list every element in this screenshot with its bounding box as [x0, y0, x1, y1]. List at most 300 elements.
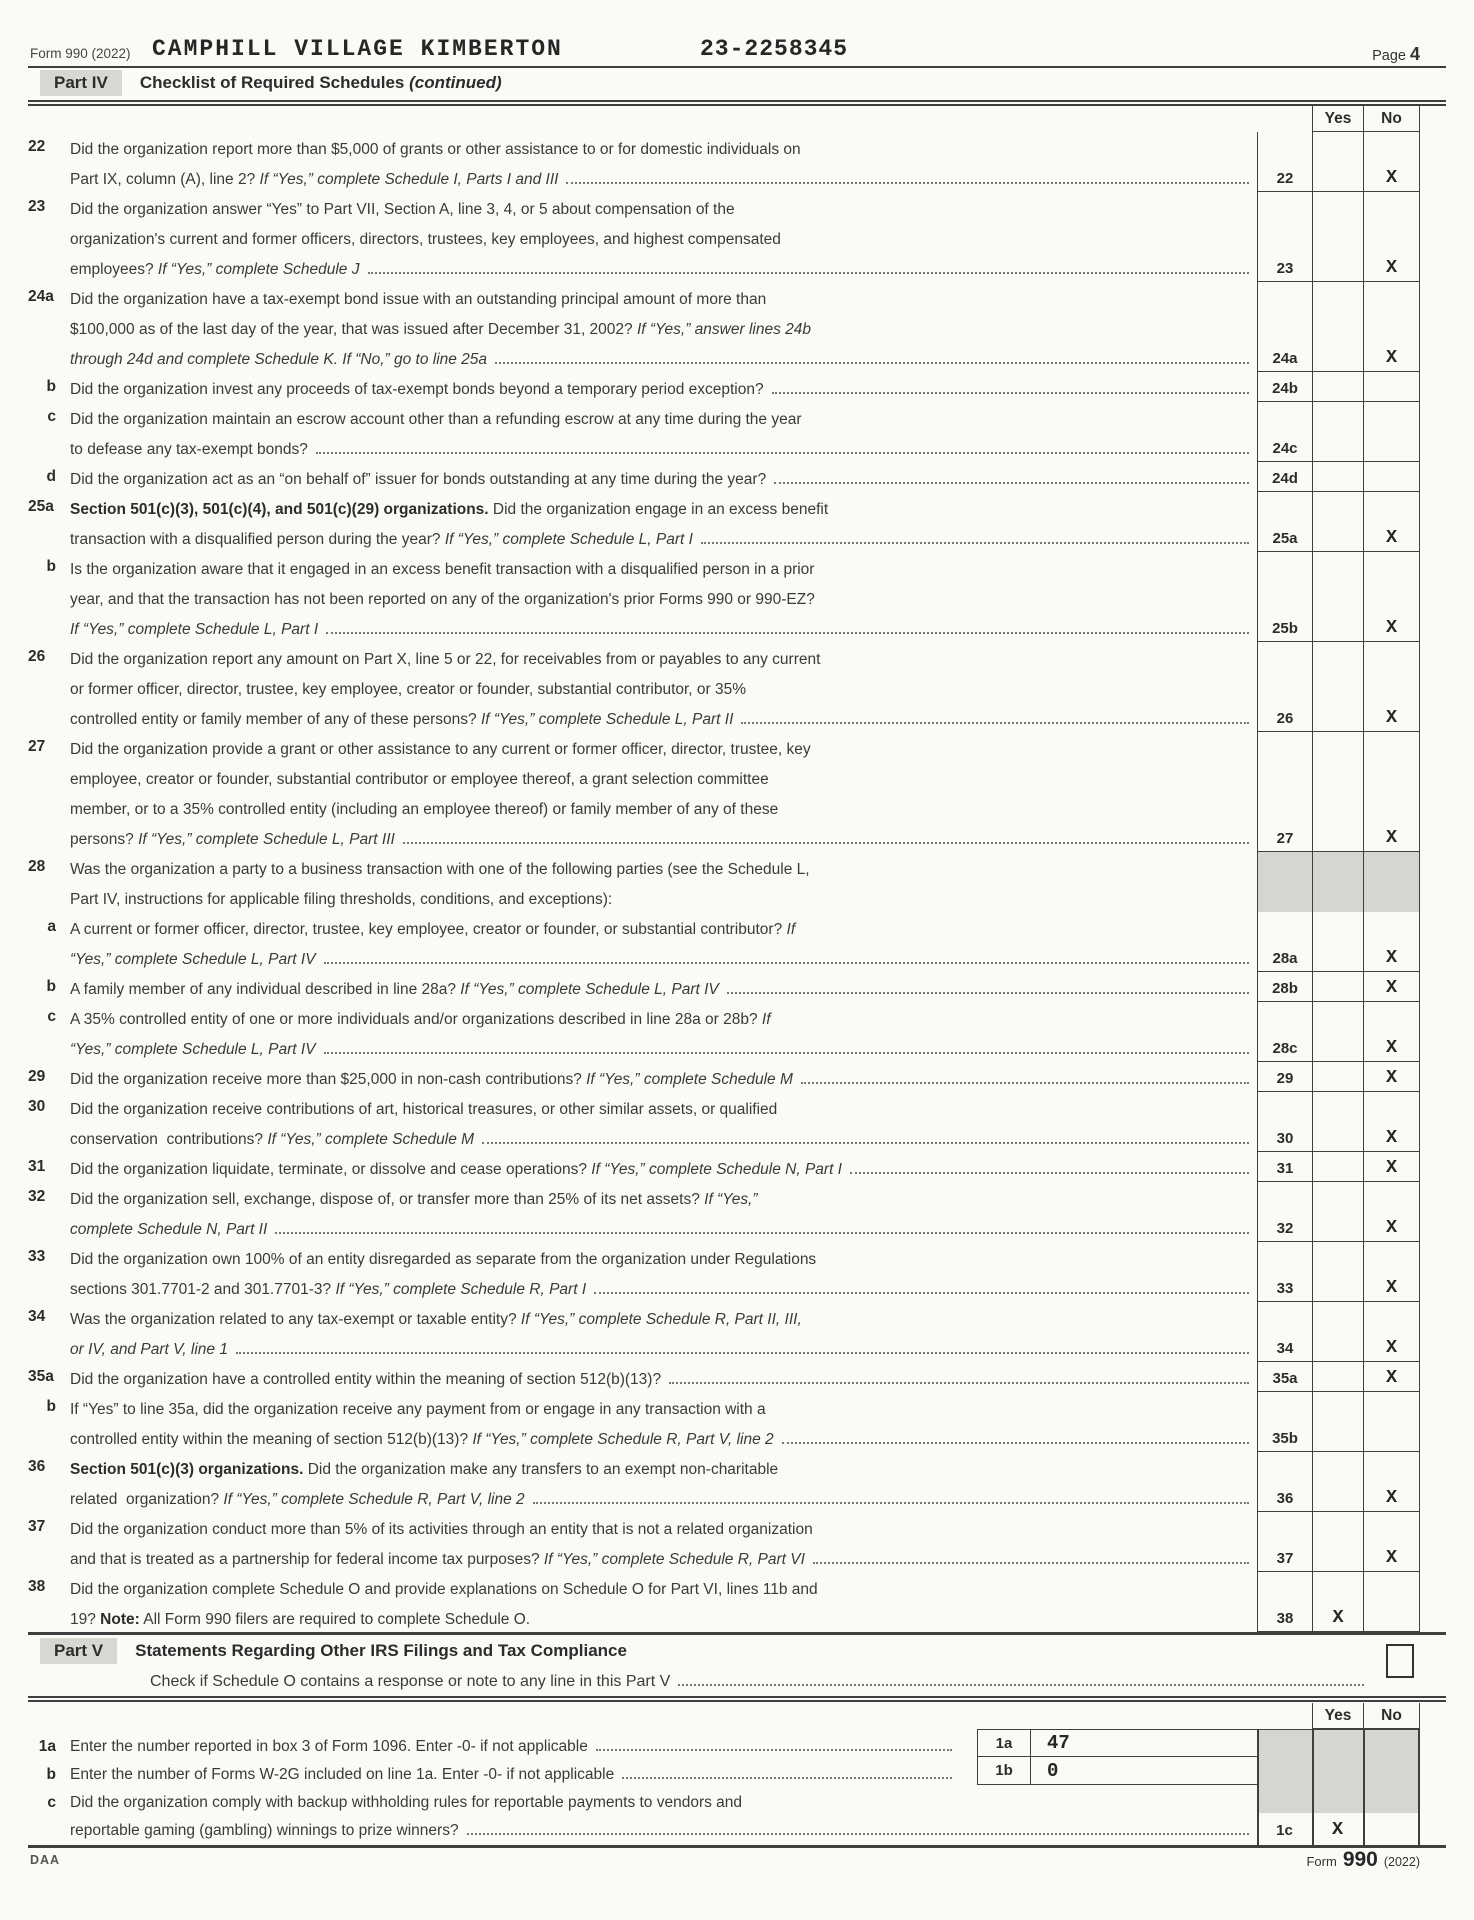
answer-cell-yes [1312, 372, 1363, 402]
question-text-line [70, 942, 1257, 972]
x-mark: X [1385, 707, 1398, 728]
question-number: 26 [28, 648, 46, 665]
part-iv-yes-no-header [1312, 106, 1420, 132]
answer-block [1257, 1092, 1420, 1152]
text-segment: Did the organization receive more than $25,000 in non-cash contributions? [70, 1071, 587, 1088]
page-number-value: 4 [1409, 44, 1420, 64]
text-segment: A family member of any individual described in line 28a? [70, 981, 461, 998]
answer-block [1257, 462, 1420, 492]
part-v-double-rule [28, 1696, 1446, 1702]
answer-line-label: 25a [1272, 530, 1298, 547]
question-text [70, 402, 1257, 462]
text-segment: member, or to a 35% controlled entity (including an employee thereof) or family member of any of these [70, 801, 779, 818]
question-text [70, 852, 1257, 912]
question-row-32 [28, 1182, 1420, 1242]
question-text [70, 1152, 1257, 1182]
text-segment: Did the organization make any transfers to an exempt non-charitable [307, 1461, 779, 1478]
text-segment: If “Yes,” complete Schedule R, Part II, III, [520, 1311, 802, 1328]
answer-cell-no [1363, 462, 1420, 492]
line-1b [28, 1759, 960, 1787]
answer-block [1257, 1152, 1420, 1182]
answer-block [1257, 402, 1420, 462]
leader-dots [622, 1777, 952, 1779]
text-segment: Part IV, instructions for applicable filing thresholds, conditions, and exceptions): [70, 891, 613, 908]
answer-cell-no [1363, 282, 1420, 372]
question-row-28c [28, 1002, 1420, 1062]
answer-cell-num [1257, 552, 1312, 642]
line-1c-text-2: reportable gaming (gambling) winnings to prize winners? [70, 1822, 459, 1839]
question-number: d [46, 468, 56, 485]
answer-block [1257, 732, 1420, 852]
line-1a [28, 1731, 960, 1759]
yes-column-header: Yes [1312, 1703, 1363, 1729]
question-number: 22 [28, 138, 46, 155]
question-number: 37 [28, 1518, 46, 1535]
answer-line-label: 30 [1276, 1130, 1294, 1147]
answer-cell-num [1257, 642, 1312, 732]
answer-cell-no [1363, 1092, 1420, 1152]
answer-block [1257, 282, 1420, 372]
answer-cell-yes [1312, 912, 1363, 972]
question-number: 25a [28, 498, 54, 515]
answer-cell-yes [1312, 1362, 1363, 1392]
text-segment: Did the organization have a tax-exempt bond issue with an outstanding principal amount of more than [70, 291, 767, 308]
answer-cell-no [1363, 642, 1420, 732]
question-text-line [70, 282, 1257, 312]
answer-cell-num [1257, 1362, 1312, 1392]
text-segment: Did the organization invest any proceeds of tax-exempt bonds beyond a temporary period exception? [70, 381, 764, 398]
question-text-line [70, 1002, 1257, 1032]
question-text-line [70, 1032, 1257, 1062]
bottom-rule [28, 1845, 1446, 1848]
answer-block [1257, 642, 1420, 732]
header-rule [28, 66, 1446, 68]
question-number: 33 [28, 1248, 46, 1265]
answer-block [1257, 1242, 1420, 1302]
question-number: 27 [28, 738, 46, 755]
text-segment: If [761, 1011, 771, 1028]
question-row-28 [28, 852, 1420, 912]
answer-line-label: 36 [1276, 1490, 1294, 1507]
answer-cell-no [1363, 1242, 1420, 1302]
leader-dots [324, 962, 1249, 964]
answer-cell-no [1363, 1002, 1420, 1062]
answer-cell-yes [1312, 852, 1363, 912]
part-v-title: Statements Regarding Other IRS Filings and Tax Compliance [135, 1641, 627, 1660]
text-segment: If “Yes,” complete Schedule I, Parts I and III [259, 171, 559, 188]
question-text-line [70, 342, 1257, 372]
answer-cell-no [1363, 1152, 1420, 1182]
line-1c-continued [28, 1815, 1257, 1843]
answer-block [1257, 912, 1420, 972]
answer-cell-num [1257, 492, 1312, 552]
answer-cell-num [1257, 132, 1312, 192]
leader-dots [324, 1052, 1249, 1054]
question-text-line [70, 702, 1257, 732]
line-1a-label: 1a [38, 1738, 56, 1755]
question-text-line [70, 1242, 1257, 1272]
question-number: 23 [28, 198, 46, 215]
question-text-line [70, 222, 1257, 252]
form-word: Form [1306, 1854, 1337, 1869]
question-number: 36 [28, 1458, 46, 1475]
answer-cell-no [1363, 402, 1420, 462]
answer-line-label: 29 [1276, 1070, 1294, 1087]
page-word: Page [1372, 48, 1406, 64]
table-line [1363, 1729, 1365, 1845]
page-number [1372, 44, 1420, 65]
answer-cell-yes [1312, 552, 1363, 642]
question-row-37 [28, 1512, 1420, 1572]
answer-cell-no [1363, 972, 1420, 1002]
question-text-line [70, 672, 1257, 702]
question-text-line [70, 312, 1257, 342]
answer-block [1257, 1002, 1420, 1062]
question-text [70, 1092, 1257, 1152]
question-row-29 [28, 1062, 1420, 1092]
x-mark: X [1385, 1037, 1398, 1058]
question-text-line [70, 462, 1257, 492]
text-segment: If “Yes,” complete Schedule R, Part I [335, 1281, 587, 1298]
leader-dots [850, 1172, 1249, 1174]
leader-dots [727, 992, 1249, 994]
question-text [70, 732, 1257, 852]
question-number: b [46, 978, 56, 995]
question-text-line [70, 1392, 1257, 1422]
text-segment: Did the organization own 100% of an entity disregarded as separate from the organization under Regulations [70, 1251, 817, 1268]
line-1c-cell-label: 1c [1276, 1822, 1293, 1839]
text-segment: 19? [70, 1611, 101, 1628]
answer-cell-yes [1312, 1814, 1363, 1843]
answer-block [1257, 1302, 1420, 1362]
answer-cell-num [1257, 912, 1312, 972]
x-mark: X [1385, 347, 1398, 368]
answer-cell-yes [1312, 192, 1363, 282]
leader-dots [495, 362, 1249, 364]
text-segment: related organization? [70, 1491, 224, 1508]
text-segment: Did the organization report any amount on Part X, line 5 or 22, for receivables from or payables to any current [70, 651, 821, 668]
text-segment: employee, creator or founder, substantial contributor or employee thereof, a grant selection committee [70, 771, 769, 788]
text-segment: and that is treated as a partnership for federal income tax purposes? [70, 1551, 544, 1568]
question-text-line [70, 642, 1257, 672]
answer-line-label: 26 [1276, 710, 1294, 727]
text-segment: Part IX, column (A), line 2? [70, 171, 260, 188]
table-line [1418, 1729, 1420, 1845]
answer-cell-num [1257, 1512, 1312, 1572]
text-segment: transaction with a disqualified person during the year? [70, 531, 445, 548]
answer-cell-yes [1312, 1302, 1363, 1362]
question-text-line [70, 192, 1257, 222]
text-segment: Did the organization engage in an excess benefit [492, 501, 829, 518]
answer-block [1257, 1572, 1420, 1632]
answer-cell-yes [1312, 1002, 1363, 1062]
question-text-line [70, 822, 1257, 852]
question-number: c [47, 1008, 56, 1025]
line-1c-text-1: Did the organization comply with backup withholding rules for reportable payments to vendors and [70, 1794, 743, 1811]
answer-cell-no [1363, 132, 1420, 192]
answer-cell-yes [1312, 1392, 1363, 1452]
question-text-line [70, 1212, 1257, 1242]
question-text-line [70, 1122, 1257, 1152]
text-segment: to defease any tax-exempt bonds? [70, 441, 308, 458]
answer-line-label: 38 [1276, 1610, 1294, 1627]
answer-cell-yes [1312, 1242, 1363, 1302]
text-segment: year, and that the transaction has not been reported on any of the organization's prior Forms 990 or 990-EZ? [70, 591, 815, 608]
answer-cell-num [1257, 192, 1312, 282]
daa-label: DAA [30, 1853, 61, 1867]
question-text-line [70, 552, 1257, 582]
answer-line-label: 28b [1272, 980, 1298, 997]
answer-cell-num [1257, 1152, 1312, 1182]
leader-dots [772, 392, 1249, 394]
answer-line-label: 24a [1272, 350, 1298, 367]
answer-cell-yes [1312, 462, 1363, 492]
answer-cell-num [1257, 402, 1312, 462]
text-segment: controlled entity or family member of any of these persons? [70, 711, 481, 728]
question-text-line [70, 1512, 1257, 1542]
x-mark: X [1385, 977, 1398, 998]
answer-cell-no [1363, 1512, 1420, 1572]
text-segment: If “Yes,” complete Schedule J [157, 261, 360, 278]
answer-block [1257, 1062, 1420, 1092]
question-number: b [46, 558, 56, 575]
question-text-line [70, 732, 1257, 762]
text-segment: Did the organization conduct more than 5% of its activities through an entity that is not a related organization [70, 1521, 813, 1538]
answer-block [1257, 552, 1420, 642]
question-text-line [70, 432, 1257, 462]
leader-dots [482, 1142, 1249, 1144]
text-segment: Did the organization act as an “on behalf of” issuer for bonds outstanding at any time during the year? [70, 471, 767, 488]
x-mark: X [1385, 617, 1398, 638]
question-text-line [70, 1272, 1257, 1302]
question-text [70, 972, 1257, 1002]
question-text-line [70, 1302, 1257, 1332]
leader-dots [403, 842, 1249, 844]
line-1a-value: 47 [1047, 1732, 1070, 1754]
form-number: 990 [1342, 1848, 1378, 1871]
text-segment: If “Yes,” complete Schedule N, Part I [591, 1161, 842, 1178]
leader-dots [669, 1382, 1249, 1384]
line-1b-text: Enter the number of Forms W-2G included on line 1a. Enter -0- if not applicable [70, 1766, 615, 1783]
question-number: 38 [28, 1578, 46, 1595]
answer-cell-no [1363, 1392, 1420, 1452]
question-number: 29 [28, 1068, 46, 1085]
no-column-header: No [1363, 1703, 1420, 1729]
answer-line-label: 28a [1272, 950, 1298, 967]
leader-dots [316, 452, 1249, 454]
x-mark: X [1385, 1127, 1398, 1148]
text-segment: Note: [100, 1611, 140, 1628]
answer-cell-num [1257, 1302, 1312, 1362]
leader-dots [801, 1082, 1249, 1084]
question-text [70, 192, 1257, 282]
line-1b-value: 0 [1047, 1759, 1059, 1782]
text-segment: “Yes,” complete Schedule L, Part IV [70, 951, 316, 968]
schedule-o-check-line [150, 1666, 1372, 1694]
line-1c [28, 1787, 1257, 1815]
answer-cell-no [1363, 372, 1420, 402]
line-1b-box-label: 1b [978, 1757, 1031, 1784]
answer-cell-num [1257, 1392, 1312, 1452]
question-text-line [70, 912, 1257, 942]
answer-cell-num [1257, 732, 1312, 852]
x-mark: X [1385, 167, 1398, 188]
leader-dots [566, 182, 1249, 184]
line-1b-label: b [46, 1766, 56, 1783]
answer-cell-no [1363, 852, 1420, 912]
x-mark: X [1385, 1217, 1398, 1238]
answer-line-label: 35a [1272, 1370, 1298, 1387]
text-segment: through 24d and complete Schedule K. If “No,” go to line 25a [70, 351, 488, 368]
question-row-28a [28, 912, 1420, 972]
question-text-line [70, 612, 1257, 642]
organization-name: CAMPHILL VILLAGE KIMBERTON [152, 36, 563, 62]
leader-dots [782, 1442, 1249, 1444]
question-row-33 [28, 1242, 1420, 1302]
answer-cell-yes [1312, 1092, 1363, 1152]
answer-cell-num [1257, 462, 1312, 492]
line-1a-text: Enter the number reported in box 3 of Form 1096. Enter -0- if not applicable [70, 1738, 588, 1755]
question-text-line [70, 1602, 1257, 1632]
x-mark: X [1385, 1157, 1398, 1178]
question-number: 35a [28, 1368, 54, 1385]
question-text [70, 1572, 1257, 1632]
question-row-31 [28, 1152, 1420, 1182]
part-iv-question-list [28, 132, 1420, 1632]
leader-dots [774, 482, 1249, 484]
answer-cell-num [1257, 852, 1312, 912]
text-segment: A current or former officer, director, trustee, key employee, creator or founder, or substantial contributor? [70, 921, 787, 938]
answer-cell-num [1257, 1572, 1312, 1632]
x-mark: X [1385, 1547, 1398, 1568]
line-1c-label: c [47, 1794, 56, 1811]
question-text [70, 1302, 1257, 1362]
leader-dots [275, 1232, 1249, 1234]
text-segment: Did the organization sell, exchange, dispose of, or transfer more than 25% of its net assets? [70, 1191, 705, 1208]
leader-dots [701, 542, 1249, 544]
answer-cell-num [1257, 1452, 1312, 1512]
leader-dots [368, 272, 1250, 274]
question-text [70, 462, 1257, 492]
answer-cell-num [1257, 1062, 1312, 1092]
answer-line-label: 25b [1272, 620, 1298, 637]
answer-block [1257, 372, 1420, 402]
x-mark: X [1331, 1819, 1344, 1840]
question-row-27 [28, 732, 1420, 852]
question-text [70, 1512, 1257, 1572]
text-segment: Was the organization a party to a business transaction with one of the following parties (see the Schedule L, [70, 861, 810, 878]
leader-dots [741, 722, 1249, 724]
question-text-line [70, 1422, 1257, 1452]
question-text-line [70, 162, 1257, 192]
answer-cell-no [1363, 552, 1420, 642]
question-text-line [70, 1482, 1257, 1512]
leader-dots [467, 1833, 1249, 1835]
x-mark: X [1385, 827, 1398, 848]
answer-cell-yes [1312, 1182, 1363, 1242]
text-segment: Did the organization maintain an escrow account other than a refunding escrow at any time during the year [70, 411, 802, 428]
question-text [70, 642, 1257, 732]
answer-cell-yes [1312, 1512, 1363, 1572]
question-number: b [46, 1398, 56, 1415]
part-iv-header [40, 70, 502, 96]
question-row-24b [28, 372, 1420, 402]
text-segment: $100,000 as of the last day of the year, that was issued after December 31, 2002? [70, 321, 637, 338]
answer-line-label: 37 [1276, 1550, 1294, 1567]
question-row-23 [28, 192, 1420, 282]
x-mark: X [1385, 1337, 1398, 1358]
question-text [70, 1182, 1257, 1242]
question-row-25b [28, 552, 1420, 642]
text-segment: If “Yes,” complete Schedule R, Part V, line 2 [472, 1431, 774, 1448]
answer-block [1257, 1452, 1420, 1512]
answer-line-label: 28c [1272, 1040, 1298, 1057]
question-text-line [70, 1452, 1257, 1482]
answer-line-label: 32 [1276, 1220, 1294, 1237]
answer-cell-no [1363, 732, 1420, 852]
text-segment: Is the organization aware that it engaged in an excess benefit transaction with a disqualified person in a prior [70, 561, 815, 578]
answer-cell-yes [1312, 732, 1363, 852]
text-segment: controlled entity within the meaning of section 512(b)(13)? [70, 1431, 473, 1448]
x-mark: X [1385, 527, 1398, 548]
answer-block [1257, 1362, 1420, 1392]
question-text-line [70, 132, 1257, 162]
text-segment: “Yes,” complete Schedule L, Part IV [70, 1041, 316, 1058]
text-segment: If “Yes” to line 35a, did the organization receive any payment from or engage in any transaction with a [70, 1401, 766, 1418]
answer-block [1257, 1392, 1420, 1452]
answer-line-label: 27 [1276, 830, 1294, 847]
question-text-line [70, 852, 1257, 882]
answer-line-label: 22 [1276, 170, 1294, 187]
question-row-35a [28, 1362, 1420, 1392]
question-number: 30 [28, 1098, 46, 1115]
text-segment: Did the organization have a controlled entity within the meaning of section 512(b)(13)? [70, 1371, 662, 1388]
x-mark: X [1385, 1367, 1398, 1388]
question-row-38 [28, 1572, 1420, 1632]
question-row-36 [28, 1452, 1420, 1512]
text-segment: If “Yes,” complete Schedule L, Part I [444, 531, 693, 548]
line-1a-box-label: 1a [978, 1730, 1031, 1756]
text-segment: Did the organization provide a grant or other assistance to any current or former officer, director, trustee, key [70, 741, 811, 758]
leader-dots [678, 1684, 1364, 1686]
question-row-25a [28, 492, 1420, 552]
answer-block [1257, 492, 1420, 552]
question-text [70, 552, 1257, 642]
text-segment: organization's current and former officers, directors, trustees, key employees, and highest compensated [70, 231, 781, 248]
question-text [70, 1392, 1257, 1452]
question-text [70, 492, 1257, 552]
x-mark: X [1385, 1277, 1398, 1298]
answer-cell-no [1363, 912, 1420, 972]
text-segment: If “Yes,” complete Schedule L, Part I [70, 621, 319, 638]
question-text-line [70, 1332, 1257, 1362]
answer-cell-yes [1312, 402, 1363, 462]
question-number: 32 [28, 1188, 46, 1205]
question-number: 24a [28, 288, 54, 305]
question-text [70, 1062, 1257, 1092]
question-text [70, 1002, 1257, 1062]
answer-cell-yes [1312, 1572, 1363, 1632]
answer-line-label: 34 [1276, 1340, 1294, 1357]
answer-line-label: 33 [1276, 1280, 1294, 1297]
answer-cell-num [1257, 1816, 1312, 1843]
answer-cell-num [1257, 1242, 1312, 1302]
leader-dots [236, 1352, 1249, 1354]
question-text-line [70, 762, 1257, 792]
text-segment: Did the organization report more than $5,000 of grants or other assistance to or for domestic individuals on [70, 141, 801, 158]
answer-cell-yes [1312, 1062, 1363, 1092]
question-row-22 [28, 132, 1420, 192]
